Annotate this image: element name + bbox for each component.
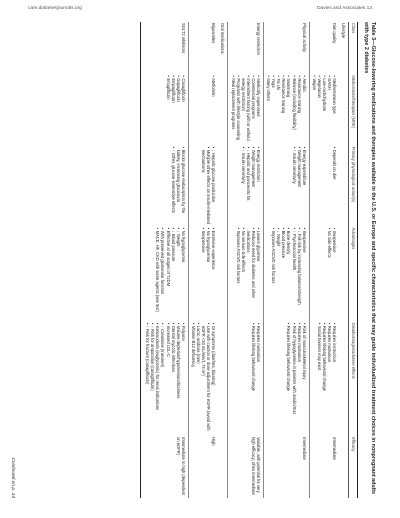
list-item: • Vegan [312,75,317,144]
disadvantages-cell [188,322,218,436]
medications-cell-list [211,75,216,144]
list-item: • Mediterranean type [332,75,337,144]
list-item: • Increased LDL-C [166,323,171,435]
list-item: • Depends on diet [332,147,337,226]
list-item: • ↓ Fall risk by increasing balance/strength [297,228,302,321]
list-item: • Canagliflozin [181,75,186,144]
list-item: • ↑ Risk for fracture (canagliflozin) [145,323,150,435]
list-item: • Intermittent fasting (with or without energy restriction) [241,75,251,144]
list-item: • ↑ Insulin sensitivity [241,147,246,226]
list-item: • Blocks glucose reabsorption by the kidney, increasing glucosuria [176,147,186,226]
list-item: • Many others [266,75,271,144]
list-item: • Risk of hypoglycemia in patients with insulin/SUs [291,323,296,435]
rotated-table-page [10,22,376,498]
actions-cell [143,146,188,227]
actions-cell [228,146,264,227]
advantages-cell-list [201,228,216,321]
list-item: • Balance (including flexibility) [291,75,296,144]
list-item: • Requires lifelong behavioral change [286,323,291,435]
list-item: • Requires motivation [256,323,261,435]
list-item: • Volume depletion/hypotension/dizziness [176,323,181,435]
list-item: • Vitamin B12 deficiency [191,323,196,435]
list-item: • MACE, HF, CKD with some agents (see text) [155,228,160,321]
list-item: • Reduces need for diabetes and other medications [246,228,256,321]
medications-cell [309,74,339,145]
actions-cell-list [171,147,186,226]
medications-cell-list [166,75,186,144]
list-item: • Aerobic [302,75,307,144]
list-item: • Meal replacement programs [230,75,235,144]
actions-cell-list [291,147,306,226]
list-item: • Weight management [297,147,302,226]
advantages-cell-list [271,228,307,321]
list-item: • Programs with lifestyle counseling [236,75,241,144]
list-item: • Low-carbohydrate [322,75,327,144]
list-item: • Tai chi [276,75,281,144]
list-item: • Improves ASCVD risk factors [271,228,276,321]
list-item: • ↓ Blood pressure [171,228,176,321]
efficacy-cell: Variable, with potential for very high efficacy; often intermediate [228,436,264,498]
list-item: • ↓ Hepatic and pancreatic fat [246,147,251,226]
section-label: Oral medications [218,22,228,498]
medications-cell [188,74,218,145]
table-title: Table 3—Glucose-lowering medications and therapies available in the U.S. or Europe and specific characteristics that may guide individualized treatment choices in nonpregnant adults with type 2 diabetes [363,22,376,494]
list-item: • Requires lifelong behavioral change [322,323,327,435]
actions-cell-list [201,147,216,226]
disadvantages-cell [309,322,339,436]
advantages-cell-list [327,228,337,321]
actions-cell-list [332,147,337,226]
column-header: Class [349,22,358,74]
class-cell: SGLT2 inhibitors [143,22,188,74]
section-row [339,22,349,498]
column-header: Medications/therapies (MRE) [349,74,358,145]
continued-note: Continued on p. 14 [10,457,15,498]
list-item: • No hypoglycemia [181,228,186,321]
actions-cell [309,146,339,227]
list-item: • ↑ Creatinine (transient) [160,323,165,435]
column-header: Efficacy [349,436,358,498]
running-header-page: Davies and Associates 13 [317,6,372,11]
list-item: • Inexpensive [201,228,206,321]
list-item: • Improves ASCVD risk factors [236,228,241,321]
list-item: • Lowers glycemia [256,228,261,321]
disadvantages-cell [143,322,188,436]
list-item: • Bone density [286,228,291,321]
list-item: • ↑ Insulin sensitivity [291,147,296,226]
column-header: Advantages [349,227,358,322]
list-item: • Use with caution or dose adjustment for eGFR (avoid with eGFR <30 mL/min/1.73 m²) [201,323,211,435]
list-item: • Metformin [211,75,216,144]
list-item: • ↑ Psychosocial health [291,228,296,321]
list-item: • Resistance training [281,75,286,144]
efficacy-cell: Intermediate to high (dependent on eGFR) [143,436,188,498]
medications-cell-list [230,75,261,144]
disadvantages-cell [264,322,310,436]
advantages-cell [228,227,264,322]
list-item: • Vegetarian [317,75,322,144]
table-row [188,22,218,498]
list-item: • Commercial programs [251,75,256,144]
list-item: • ↑ Other, glucose-insensitive effects [171,147,176,226]
advantages-cell [188,227,218,322]
list-item: • Requires motivation [297,323,302,435]
actions-cell [188,146,218,227]
table-row [264,22,310,498]
table-row [228,22,264,498]
list-item: • ↓ Weight [176,228,181,321]
list-item: • Extensive experience [211,228,216,321]
list-item: • Polyuria [181,323,186,435]
list-item: • Social barriers may exist [317,323,322,435]
actions-cell [264,146,310,227]
list-item: • Swimming [286,75,291,144]
advantages-cell-list [155,228,186,321]
advantages-cell-list [236,228,261,321]
medications-table [143,22,358,498]
advantages-cell [309,227,339,322]
list-item: • Blood pressure [281,228,286,321]
list-item: • Yoga [271,75,276,144]
list-item: • Inexpensive [302,228,307,321]
list-item: • ↑ Risk for amputation (canagliflozin) [150,323,155,435]
list-item: • Resistance training [297,75,302,144]
actions-cell-list [241,147,261,226]
medications-cell [143,74,188,145]
class-cell: Physical activity [264,22,310,74]
disadvantages-cell-list [317,323,337,435]
list-item: • Lactic acidosis (rare) [196,323,201,435]
class-cell: Biguanides [211,23,217,44]
list-item: • Energy restriction [256,147,261,226]
section-label: Lifestyle [341,23,347,39]
column-header: Disadvantages/adverse effects [349,322,358,436]
list-item: • No hypoglycemia [206,228,211,321]
advantages-cell [264,227,310,322]
list-item: • No side effects [327,228,332,321]
table-body [143,22,349,498]
list-item: • No serious side effects [241,228,246,321]
list-item: • Ketoacidosis (euglycemic) for renal indications [155,323,160,435]
table-row [309,22,339,498]
list-item: • Weight management [251,147,256,226]
section-row [218,22,228,498]
list-item: • Risk of musculoskeletal injury [302,323,307,435]
table-header-row [349,22,358,498]
disadvantages-cell-list [145,323,186,435]
disadvantages-cell-list [286,323,306,435]
list-item: • Dapagliflozin [176,75,181,144]
disadvantages-cell-list [191,323,216,435]
list-item: • Ertugliflozin [166,75,171,144]
list-item: • Effective at all stages of T2DM [166,228,171,321]
efficacy-cell: Intermediate [332,437,338,460]
list-item: • ↓ Hepatic glucose production [211,147,216,226]
advantages-cell [143,227,188,322]
table-row [143,22,188,498]
column-header: Primary physiological action(s) [349,146,358,227]
list-item: • With preserved glomerular function [160,228,165,321]
medications-cell-list [312,75,337,144]
efficacy-cell: Intermediate [264,436,310,498]
class-cell: Diet quality [332,23,338,44]
medications-cell-list [266,75,307,144]
medications-cell [264,74,310,145]
list-item: • Requires motivation [327,323,332,435]
table-bottom-rule [140,22,141,498]
list-item: • Requires lifelong behavioral change [251,323,256,435]
list-item: • Medically supervised [256,75,261,144]
list-item: • ↓ Weight [276,228,281,321]
list-item: • Multiple other effects on insulin-mediated mechanisms [201,147,211,226]
list-item: • GI symptoms (diarrhea, bloating) [211,323,216,435]
running-header-journal: care.diabetesjournals.org [28,6,82,11]
list-item: • Genital mycotic infections [171,323,176,435]
list-item: • Energy expenditure [302,147,307,226]
disadvantages-cell-list [251,323,261,435]
medications-cell [228,74,264,145]
list-item: • Inexpensive [332,228,337,321]
class-cell: Energy restriction [228,22,264,74]
list-item: • DASH [327,75,332,144]
list-item: • Empagliflozin [171,75,176,144]
list-item: • Requires instruction [332,323,337,435]
disadvantages-cell [228,322,264,436]
efficacy-cell: High [211,437,217,446]
